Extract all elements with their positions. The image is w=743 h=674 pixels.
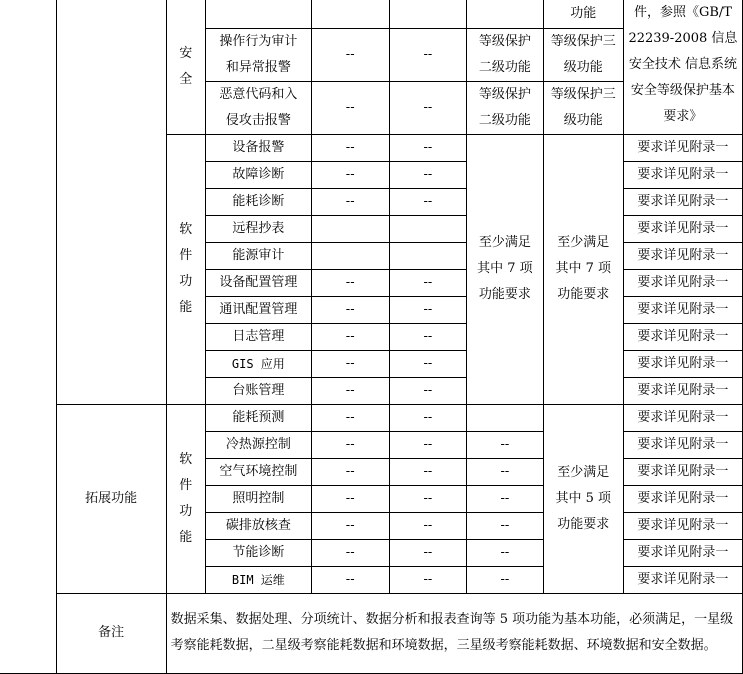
note-value: 要求详见附录一 (623, 404, 742, 431)
func-name: 能耗诊断 (205, 188, 311, 215)
category-software (166, 134, 205, 404)
star1-value (311, 242, 389, 269)
software-star3b: 至少满足其中 7 项功能要求 (543, 134, 623, 404)
note-value: 要求详见附录一 (623, 215, 742, 242)
star2-value: -- (389, 512, 467, 539)
star2-cell (389, 0, 467, 28)
func-name: 设备报警 (205, 134, 311, 161)
star1-value: -- (311, 350, 389, 377)
note-value: 要求详见附录一 (623, 269, 742, 296)
star2-value: -- (389, 566, 467, 593)
func-name: 操作行为审计和异常报警 (205, 28, 311, 81)
star2-value: -- (389, 539, 467, 566)
star2-value: -- (389, 28, 467, 81)
func-name: 能耗预测 (205, 404, 311, 431)
star3a-value: -- (467, 431, 543, 458)
group-col-main (0, 0, 56, 673)
star3a-value: -- (467, 485, 543, 512)
group-extended: 拓展功能 (56, 404, 166, 593)
category-ext-software (166, 404, 205, 593)
group-col-basic (56, 0, 166, 404)
security-note-top: 件，参照《GB/T (633, 5, 732, 20)
star2-value: -- (389, 269, 467, 296)
category-software-label: 软件功能 (179, 222, 193, 315)
note-value: 要求详见附录一 (623, 512, 742, 539)
func-name: GIS 应用 (205, 350, 311, 377)
note-value: 要求详见附录一 (623, 188, 742, 215)
star2-value (389, 242, 467, 269)
note-value: 要求详见附录一 (623, 350, 742, 377)
func-name: 冷热源控制 (205, 431, 311, 458)
category-ext-software-label: 软件功能 (179, 451, 193, 545)
note-value: 要求详见附录一 (623, 377, 742, 404)
star3a-value: -- (467, 458, 543, 485)
star3a-value: 等级保护二级功能 (467, 28, 543, 81)
table-row (0, 593, 743, 673)
star3b-value: 等级保护三级功能 (543, 81, 623, 134)
table-row (0, 404, 743, 431)
star1-value: -- (311, 377, 389, 404)
func-name: 通讯配置管理 (205, 296, 311, 323)
star2-value: -- (389, 404, 467, 431)
star1-value: -- (311, 81, 389, 134)
note-value: 要求详见附录一 (623, 161, 742, 188)
star1-value: -- (311, 458, 389, 485)
star2-value: -- (389, 188, 467, 215)
func-name: 碳排放核查 (205, 512, 311, 539)
note-value: 要求详见附录一 (623, 431, 742, 458)
star3b-value: 等级保护三级功能 (543, 28, 623, 81)
star3a-value (467, 404, 543, 431)
star1-value: -- (311, 269, 389, 296)
func-name: 日志管理 (205, 323, 311, 350)
star1-cell (311, 0, 389, 28)
func-name: 照明控制 (205, 485, 311, 512)
star1-value: -- (311, 161, 389, 188)
note-value: 要求详见附录一 (623, 458, 742, 485)
category-security-label: 全 (179, 71, 193, 87)
func-name: 故障诊断 (205, 161, 311, 188)
star3a-value: -- (467, 566, 543, 593)
category-security-label-top: 安 (179, 45, 193, 61)
func-name: BIM 运维 (205, 566, 311, 593)
star3a-cell (467, 0, 543, 28)
star2-value (389, 215, 467, 242)
star1-value: -- (311, 431, 389, 458)
star2-value: -- (389, 161, 467, 188)
star2-value: -- (389, 134, 467, 161)
note-value: 要求详见附录一 (623, 485, 742, 512)
star3b-cell: 功能 (543, 0, 623, 28)
star2-value: -- (389, 377, 467, 404)
star3a-value: -- (467, 512, 543, 539)
func-name-cell (205, 0, 311, 28)
security-note: 22239-2008 信息安全技术 信息系统安全等级保护基本要求》 (628, 31, 738, 124)
star2-value: -- (389, 485, 467, 512)
star2-value: -- (389, 431, 467, 458)
star1-value (311, 215, 389, 242)
star2-value: -- (389, 296, 467, 323)
star2-value: -- (389, 81, 467, 134)
star1-value: -- (311, 485, 389, 512)
star2-value: -- (389, 350, 467, 377)
note-value: 要求详见附录一 (623, 242, 742, 269)
func-name: 台账管理 (205, 377, 311, 404)
remark-text: 数据采集、数据处理、分项统计、数据分析和报表查询等 5 项功能为基本功能，必须满足，一星级考察能耗数据，二星级考察能耗数据和环境数据，三星级考察能耗数据、环境数据和安全数据。 (166, 593, 742, 673)
category-security (166, 0, 205, 134)
star1-value: -- (311, 28, 389, 81)
star3a-value: -- (467, 539, 543, 566)
star2-value: -- (389, 323, 467, 350)
func-name: 节能诊断 (205, 539, 311, 566)
extended-star3b: 至少满足其中 5 项功能要求 (543, 404, 623, 593)
note-value: 要求详见附录一 (623, 323, 742, 350)
software-star3a: 至少满足其中 7 项功能要求 (467, 134, 543, 404)
table-row (0, 0, 743, 28)
note-value: 要求详见附录一 (623, 134, 742, 161)
star1-value: -- (311, 512, 389, 539)
star2-value: -- (389, 458, 467, 485)
func-name: 恶意代码和入侵攻击报警 (205, 81, 311, 134)
remark-label: 备注 (56, 593, 166, 673)
star1-value: -- (311, 323, 389, 350)
star1-value: -- (311, 404, 389, 431)
func-name: 设备配置管理 (205, 269, 311, 296)
star1-value: -- (311, 566, 389, 593)
note-value: 要求详见附录一 (623, 296, 742, 323)
star1-value: -- (311, 134, 389, 161)
star3a-value: 等级保护二级功能 (467, 81, 543, 134)
func-name: 能源审计 (205, 242, 311, 269)
star1-value: -- (311, 539, 389, 566)
star1-value: -- (311, 188, 389, 215)
func-name: 空气环境控制 (205, 458, 311, 485)
note-value: 要求详见附录一 (623, 566, 742, 593)
star1-value: -- (311, 296, 389, 323)
func-name: 远程抄表 (205, 215, 311, 242)
note-value: 要求详见附录一 (623, 539, 742, 566)
security-note-cell (623, 0, 742, 134)
